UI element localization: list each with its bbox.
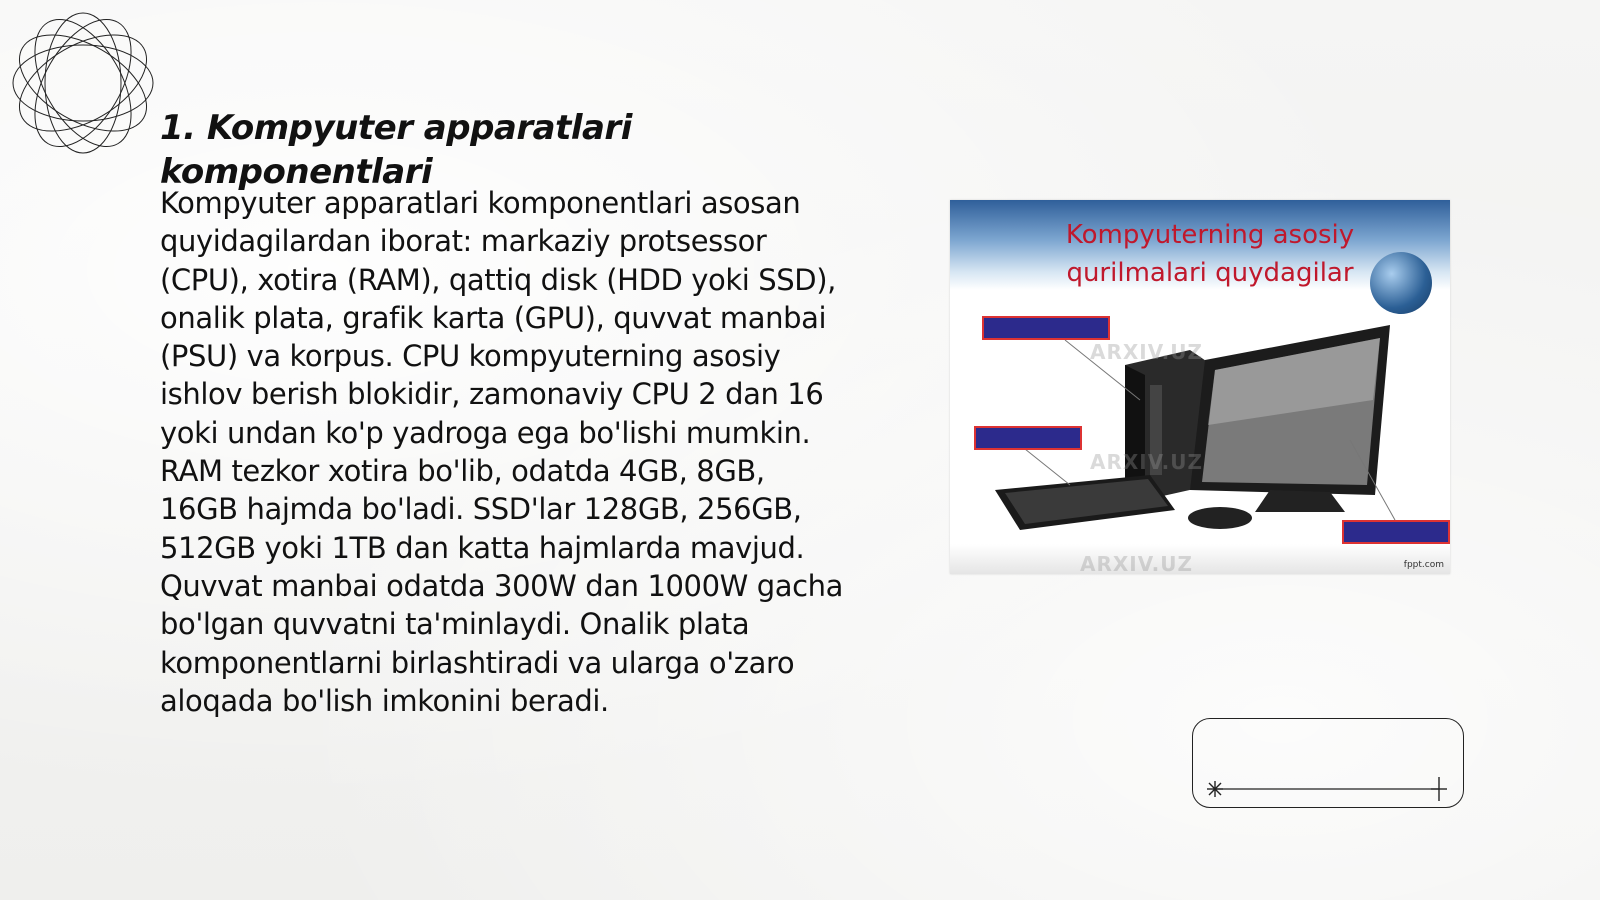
desktop-computer-icon bbox=[950, 200, 1450, 574]
decorative-line-widget bbox=[1192, 718, 1464, 808]
watermark-text: ARXIV.UZ bbox=[1090, 450, 1203, 474]
label-box-system-unit bbox=[982, 316, 1110, 340]
computer-illustration bbox=[950, 200, 1450, 574]
concentric-rings-icon bbox=[8, 8, 158, 158]
watermark-text: ARXIV.UZ bbox=[1080, 552, 1193, 574]
image-title: Kompyuterning asosiy qurilmalari quydagilar bbox=[1065, 220, 1355, 288]
image-credit: fppt.com bbox=[1403, 560, 1444, 570]
label-box-keyboard bbox=[974, 426, 1082, 450]
image-footer-band bbox=[950, 544, 1450, 574]
slide-body-text: Kompyuter apparatlari komponentlari asosan quyidagilardan iborat: markaziy protsessor (CPU), xotira (RAM), qattiq disk (HDD yoki SSD), onalik plata, grafik karta (GPU), quvvat manbai (PSU) va korpus. CPU kompyuterning asosiy ishlov berish blokidir, zamonaviy CPU 2 dan 16 yoki undan ko'p yadroga ega bo'lishi mumkin. RAM tezkor xotira bo'lib, odatda 4GB, 8GB, 16GB hajmda bo'ladi. SSD'lar 128GB, 256GB, 512GB yoki 1TB dan katta hajmlarda mavjud. Quvvat manbai odatda 300W dan 1000W gacha bo'lgan quvvatni ta'minlaydi. Onalik plata komponentlarni birlashtiradi va ularga o'zaro aloqada bo'lish imkonini beradi. bbox=[160, 186, 844, 718]
line-decoration bbox=[1193, 719, 1465, 809]
watermark-text: ARXIV.UZ bbox=[1090, 340, 1203, 364]
plus-star-icon bbox=[1431, 777, 1447, 801]
slide-title: 1. Kompyuter apparatlari komponentlari bbox=[160, 108, 632, 192]
sparkle-icon bbox=[1207, 781, 1223, 797]
label-box-monitor bbox=[1342, 520, 1450, 544]
